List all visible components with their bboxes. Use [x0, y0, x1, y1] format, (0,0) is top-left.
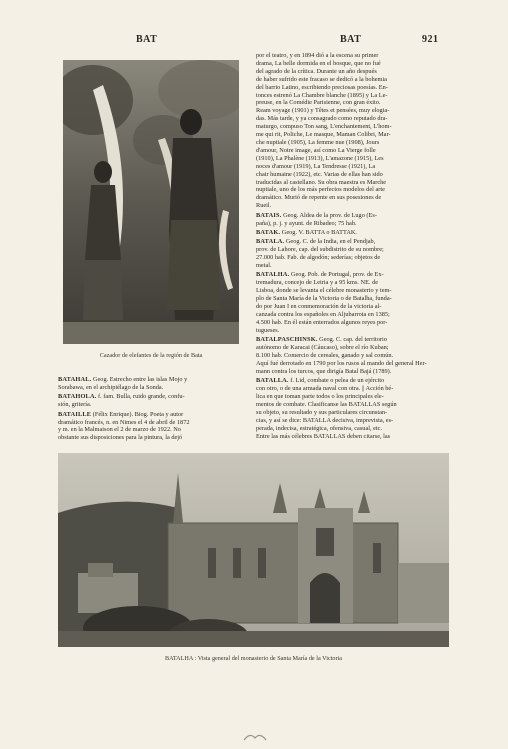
entry-headword: BATAILLE: [58, 410, 92, 418]
text-line: me qui rit, Poliche, Le masque, Maman Colibri, Mar-: [256, 131, 391, 139]
text-line: cias, y así se dice: BATALLA decisiva, imprevista, es-: [256, 416, 394, 424]
figure2-caption: BATALHA : Vista general del monasterio de Santa María de la Victoria: [164, 655, 343, 662]
entry-batalla: [256, 377, 450, 440]
text-line: nuptiale, uno de los más perfectos modelos del arte: [256, 186, 385, 194]
text-line: traducidas al castellano. Su obra maestra es Marche: [256, 178, 387, 186]
text-line: tugueses.: [256, 326, 280, 334]
text-line: mann contra los turcos, que dirigía Batal Bajá (1789).: [256, 367, 392, 375]
text-line: BATAILLE (Félix Enrique). Biog. Poeta y autor: [58, 410, 184, 418]
text-line: obstante sus disposiciones para la pintura, la dejó: [58, 434, 183, 442]
text-line: canzada contra los españoles en Aljubarrota en 1385;: [256, 311, 390, 318]
text-line: dramático. Murió de repente en sus posesiones de: [256, 194, 382, 202]
text-line: BATAK. Geog. V. BATTA o BATTAK.: [256, 228, 358, 236]
text-line: do por Juan I en conmemoración de la victoria al-: [256, 303, 382, 311]
text-line: plo de Santa María de la Victoria o de Batalha, funda-: [256, 295, 392, 303]
entry-bataille-continued: [256, 52, 450, 210]
entry-headword: BATAHAL.: [58, 376, 92, 383]
text-line: del agrado de la crítica. Durante un año después: [256, 67, 377, 75]
text-line: BATALPASCHINSK. Geog. C. cap. del territorio: [256, 336, 387, 344]
text-line: de haber sufrido este fracaso se dedicó a la bohemia: [256, 75, 387, 83]
text-line: BATALA. Geog. C. de la India, en el Pendjab,: [256, 238, 376, 246]
running-header-middle: BAT: [340, 34, 362, 45]
entry-headword: BATALPASCHINSK.: [256, 336, 318, 344]
entry-batalpaschinsk: [256, 336, 450, 376]
text-line: 8.100 hab. Comercio de cereales, ganado y sal común.: [256, 352, 394, 360]
entry-batala: [256, 238, 450, 270]
text-line: BATALLA. f. Lid, combate o pelea de un ejército: [256, 377, 385, 385]
text-line: tonces estrenó La Chambre blanche (1895) y La Le-: [256, 91, 388, 99]
text-line: lica en que toman parte todos o los principales ele-: [256, 393, 384, 401]
entry-batahola: [58, 393, 248, 409]
right-text-column: [256, 52, 450, 442]
text-line: chair humaine (1922), etc. Varias de ellas han sido: [256, 170, 383, 178]
page-number: 921: [422, 34, 439, 45]
text-line: paña), p. j. y ayunt. de Ribadeo; 75 hab.: [256, 219, 357, 227]
elephant-hunters-illustration: [63, 60, 239, 344]
text-line: del barrio Latino, escribiendo preciosas poesías. En-: [256, 83, 388, 91]
text-line: y m. en la Malmaison el 2 de marzo de 1922. No: [58, 426, 181, 434]
text-line: BATALHA. Geog. Pob. de Portugal, prov. de Ex-: [256, 271, 384, 279]
text-line: Sorabawa, en el archipiélago de la Sonda.: [58, 383, 164, 391]
text-line: prov. de Lahore, cap. del subdistrito de su nombre;: [256, 246, 384, 254]
text-line: Aquí fué derrotado en 1790 por los rusos al mando del general Her-: [256, 359, 427, 367]
left-text-column: [58, 376, 248, 444]
text-line: BATAHAL. Geog. Estrecho entre las islas Mojo y: [58, 376, 188, 383]
text-line: tremadura, concejo de Leiria y a 95 kms. NE. de: [256, 279, 379, 287]
text-line: Ream voyage (1901) y Têtes et pensées, muy elogia-: [256, 107, 390, 115]
text-line: che nuptiale (1905), La femme nue (1908), Jours: [256, 138, 380, 146]
watermark-logo: [240, 730, 270, 744]
text-line: d'amour, Notre image, así como La Vierge folle: [256, 146, 376, 154]
entry-batahal: [58, 376, 248, 392]
text-line: preuse, en la Comédie Parisienne, con gran éxito.: [256, 99, 381, 107]
text-line: Lisboa, donde se levanta el célebre monasterio y tem-: [256, 287, 392, 295]
text-line: maturgo, compuso Ton sang, L'enchantement, L'hom-: [256, 123, 392, 131]
entry-headword: BATALLA.: [256, 377, 289, 385]
text-line: BATAIS. Geog. Aldea de la prov. de Lugo (Es-: [256, 211, 377, 219]
entry-batais: [256, 212, 450, 228]
text-line: drama, La belle dormida en el bosque, que no fué: [256, 59, 381, 67]
monastery-illustration: [58, 453, 449, 647]
text-line: das. Más tarde, y ya consagrado como reputado dra-: [256, 115, 388, 123]
entry-headword: BATAHOLA.: [58, 393, 97, 401]
text-line: autónomo de Karacai (Cáucaso), sobre el río Kuban;: [256, 344, 389, 352]
text-line: noces d'amour (1919), La Tendresse (1921), La: [256, 162, 376, 170]
text-line: Rueil.: [256, 202, 272, 210]
text-line: su objeto, su resultado y sus particulares circunstan-: [256, 408, 388, 416]
entry-bataille: [58, 411, 248, 443]
text-line: BATAHOLA. f. fam. Bulla, ruido grande, confu-: [58, 393, 185, 401]
entry-headword: BATAIS.: [256, 211, 282, 219]
monastery-photo: [58, 453, 449, 647]
entry-headword: BATALHA.: [256, 271, 290, 279]
text-line: (1910), La Phalène (1913), L'amazone (1915), Les: [256, 154, 384, 162]
text-line: por el teatro, y en 1894 dió a la escena su primer: [256, 52, 379, 59]
text-line: dramático francés, n. en Nimes el 4 de abril de 1872: [58, 418, 190, 426]
entry-batalha: [256, 271, 450, 334]
text-line: 4.500 hab. En él están enterrados algunos reyes por-: [256, 318, 388, 326]
running-header-left: BAT: [136, 34, 158, 45]
entry-headword: BATAK.: [256, 228, 281, 236]
elephant-hunters-photo: [63, 60, 239, 344]
entry-headword: BATALA.: [256, 238, 285, 246]
entry-batak: [256, 229, 450, 237]
text-line: 27.000 hab. Fab. de algodón; sederías; objetos de: [256, 254, 381, 262]
text-line: metal.: [256, 262, 272, 270]
text-line: sión, gritería.: [58, 401, 92, 409]
text-line: perada, indecisa, estratégica, ofensiva, casual, etc.: [256, 424, 383, 432]
text-line: Entre las más célebres BATALLAS deben citarse, las: [256, 432, 391, 440]
text-line: con otro, o de una armada naval con otra. || Acción bé-: [256, 385, 394, 393]
text-line: mentos de combate. Clasificanse las BATALLAS según: [256, 400, 397, 408]
figure1-caption: Cazador de elefantes de la región de Bata: [99, 352, 203, 359]
